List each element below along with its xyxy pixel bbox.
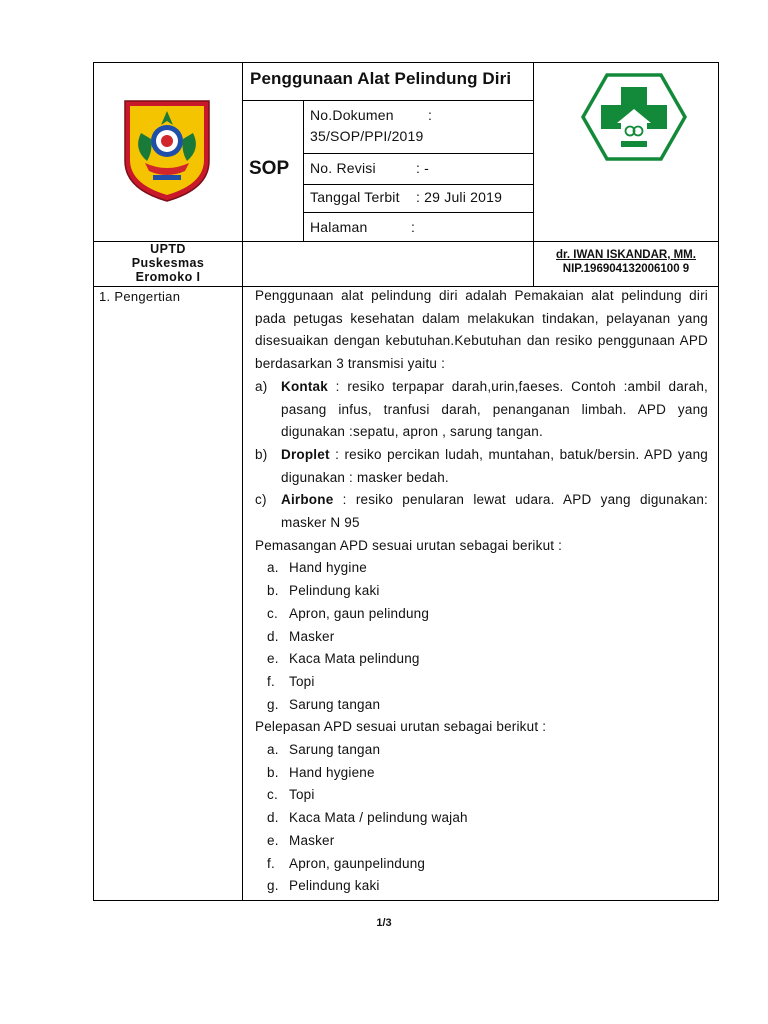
list-marker: b.: [267, 583, 279, 599]
donning-item: [255, 557, 708, 580]
doffing-heading: Pelepasan APD sesuai urutan sebagai berikut :: [255, 719, 547, 735]
doffing-item-text: Sarung tangan: [289, 742, 381, 758]
list-marker: e.: [267, 832, 279, 848]
list-marker: f.: [267, 673, 275, 689]
list-marker: c.: [267, 605, 278, 621]
list-marker: d.: [267, 810, 279, 826]
doffing-item-text: Pelindung kaki: [289, 878, 380, 894]
donning-item-text: Kaca Mata pelindung: [289, 651, 420, 667]
transmission-description: : resiko percikan ludah, muntahan, batuk/bersin. APD yang digunakan : masker bedah.: [281, 446, 708, 485]
doffing-item-text: Apron, gaunpelindung: [289, 855, 426, 871]
doc-number-separator: :: [428, 107, 433, 123]
transmission-item: [255, 444, 708, 489]
issue-date-label: Tanggal Terbit: [310, 189, 400, 205]
signatory-block: [534, 248, 718, 276]
doffing-item: [255, 762, 708, 785]
donning-item-text: Topi: [289, 673, 315, 689]
transmission-description: : resiko terpapar darah,urin,faeses. Contoh :ambil darah, pasang infus, tranfusi darah, penanganan limbah. APD yang digunakan :sepatu, apron , sarung tangan.: [281, 378, 708, 440]
transmission-item: [255, 376, 708, 444]
list-marker: f.: [267, 855, 275, 871]
transmission-text: [281, 376, 708, 444]
list-marker: d.: [267, 628, 279, 644]
transmission-term: Droplet: [281, 446, 330, 462]
puskesmas-logo: [581, 73, 687, 161]
section-label: 1. Pengertian: [99, 289, 181, 304]
signatory-name: dr. IWAN ISKANDAR, MM.: [556, 249, 696, 261]
list-marker: a.: [267, 560, 279, 576]
donning-item-text: Pelindung kaki: [289, 583, 380, 599]
page-number: 1/3: [376, 917, 392, 929]
donning-item: [255, 626, 708, 649]
transmission-description: : resiko penularan lewat udara. APD yang digunakan: masker N 95: [281, 492, 708, 531]
list-marker: c): [255, 492, 267, 508]
transmission-term: Kontak: [281, 378, 328, 394]
transmission-text: [281, 444, 708, 489]
organization-line-2: Puskesmas: [131, 256, 205, 270]
page-label: Halaman: [310, 219, 368, 235]
donning-item-text: Apron, gaun pelindung: [289, 605, 430, 621]
donning-item: [255, 694, 708, 717]
doffing-item: [255, 784, 708, 807]
revision-value: : -: [416, 160, 430, 176]
doffing-item: [255, 853, 708, 876]
doffing-item: [255, 807, 708, 830]
donning-item-text: Masker: [289, 628, 335, 644]
donning-heading: Pemasangan APD sesuai urutan sebagai berikut :: [255, 537, 563, 553]
list-marker: g.: [267, 696, 279, 712]
transmission-item: [255, 489, 708, 534]
list-marker: b.: [267, 764, 279, 780]
list-marker: e.: [267, 651, 279, 667]
sop-label: SOP: [249, 158, 290, 179]
organization-line-1: UPTD: [150, 242, 186, 256]
donning-item-text: Sarung tangan: [289, 696, 381, 712]
transmission-term: Airbone: [281, 492, 334, 508]
organization-line-3: Eromoko I: [135, 270, 201, 284]
donning-item: [255, 648, 708, 671]
donning-item: [255, 603, 708, 626]
intro-paragraph: Penggunaan alat pelindung diri adalah Pemakaian alat pelindung diri pada petugas kesehatan dalam melakukan tindakan, pelayanan yang disesuaikan dengan kebutuhan.Kebutuhan dan resiko penggunaan APD berdasarkan 3 transmisi yaitu :: [255, 288, 708, 372]
doffing-item-text: Kaca Mata / pelindung wajah: [289, 810, 468, 826]
list-marker: c.: [267, 787, 278, 803]
doc-number-label: No.Dokumen: [310, 107, 394, 123]
page-value: :: [411, 219, 416, 235]
list-marker: g.: [267, 878, 279, 894]
doffing-item: [255, 830, 708, 853]
document-title: Penggunaan Alat Pelindung Diri: [250, 69, 512, 88]
section-content: [255, 285, 708, 898]
doffing-item: [255, 739, 708, 762]
doffing-item-text: Topi: [289, 787, 315, 803]
donning-item: [255, 671, 708, 694]
regency-emblem-logo: [123, 99, 211, 203]
revision-label: No. Revisi: [310, 160, 376, 176]
doffing-item: [255, 875, 708, 898]
issue-date-value: : 29 Juli 2019: [416, 189, 503, 205]
organization-name: [94, 242, 242, 284]
donning-item: [255, 580, 708, 603]
signatory-nip: NIP.196904132006100 9: [562, 263, 690, 275]
transmission-text: [281, 489, 708, 534]
list-marker: b): [255, 446, 268, 462]
list-marker: a.: [267, 742, 279, 758]
doffing-item-text: Masker: [289, 832, 335, 848]
doc-number-value: 35/SOP/PPI/2019: [310, 128, 424, 144]
donning-item-text: Hand hygine: [289, 560, 368, 576]
list-marker: a): [255, 378, 268, 394]
doffing-item-text: Hand hygiene: [289, 764, 375, 780]
